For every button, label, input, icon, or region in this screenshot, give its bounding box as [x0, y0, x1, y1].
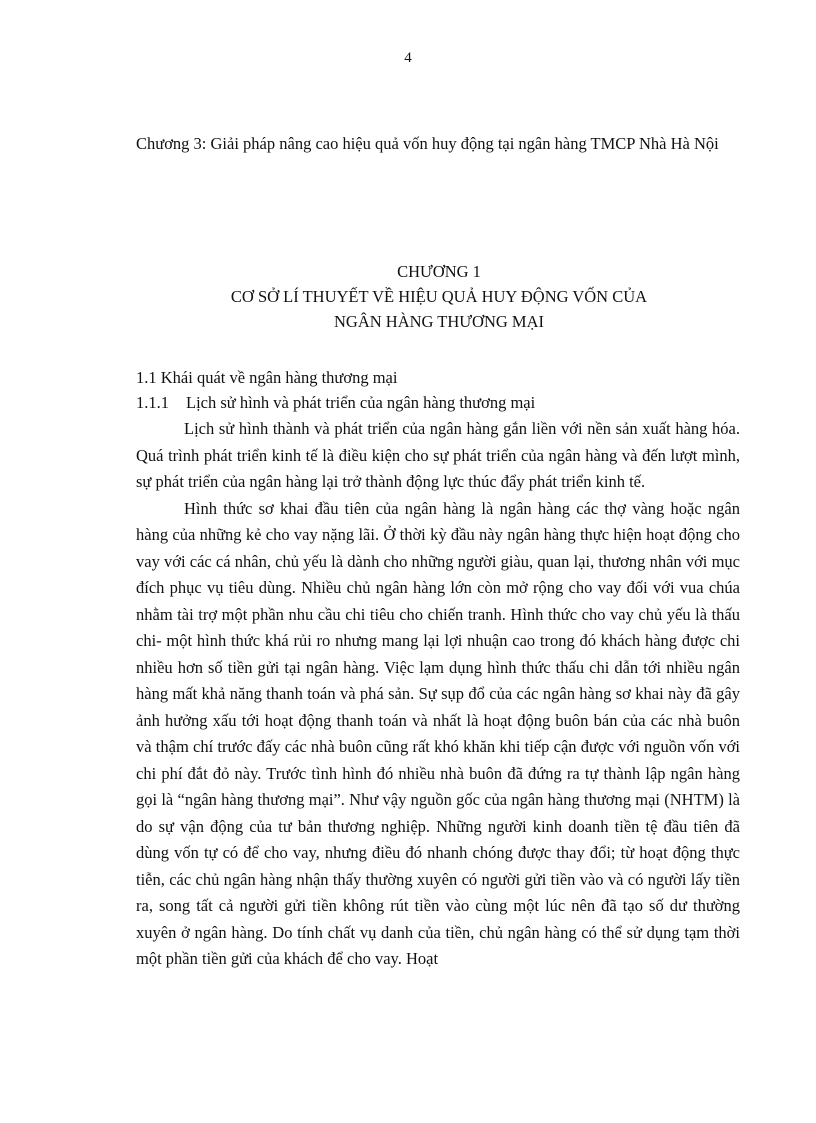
chapter-title-line-2: NGÂN HÀNG THƯƠNG MẠI: [333, 312, 545, 331]
paragraph: Lịch sử hình thành và phát triển của ngân hàng gắn liền với nền sản xuất hàng hóa. Quá trình phát triển kinh tế là điều kiện cho sự phát triển của ngân hàng và đến lượt mình, sự phát triển của ngân hàng lại trở thành động lực thúc đẩy phát triển kinh tế.: [136, 419, 740, 491]
section-title: 1.1 Khái quát về ngân hàng thương mại: [136, 368, 398, 387]
paragraph: Hình thức sơ khai đầu tiên của ngân hàng là ngân hàng các thợ vàng hoặc ngân hàng của những kẻ cho vay nặng lãi. Ở thời kỳ đầu này ngân hàng thực hiện hoạt động cho vay với các cá nhân, chủ yếu là dành cho những người giàu, quan lại, thương nhân với mục đích phục vụ tiêu dùng. Nhiều chủ ngân hàng lớn còn mở rộng cho vay đối với vua chúa nhằm tài trợ một phần nhu cầu chi tiêu cho chiến tranh. Hình thức cho vay chủ yếu là thấu chi- một hình thức khá rủi ro nhưng mang lại lợi nhuận cao trong đó khách hàng được chi nhiều hơn số tiền gửi tại ngân hàng. Việc lạm dụng hình thức thấu chi dẫn tới nhiều ngân hàng mất khả năng thanh toán và phá sản. Sự sụp đổ của các ngân hàng sơ khai này đã gây ảnh hưởng xấu tới hoạt động thanh toán và nhất là hoạt động buôn bán của các nhà buôn và thậm chí trước đấy các nhà buôn cũng rất khó khăn khi tiếp cận được với nguồn vốn với chi phí đắt đỏ này. Trước tình hình đó nhiều nhà buôn đã đứng ra tự thành lập ngân hàng gọi là “ngân hàng thương mại”. Như vậy nguồn gốc của ngân hàng thương mại (NHTM) là do sự vận động của tư bản thương nghiệp. Những người kinh doanh tiền tệ đầu tiên đã dùng vốn tự có để cho vay, nhưng điều đó nhanh chóng được thay đổi; từ hoạt động thực tiễn, các chủ ngân hàng nhận thấy thường xuyên có người gửi tiền vào và có người lấy tiền ra, song tất cả người gửi tiền không rút tiền vào cùng một lúc nên đã tạo số dư thường xuyên ở ngân hàng. Do tính chất vụ danh của tiền, chủ ngân hàng có thể sử dụng tạm thời một phần tiền gửi của khách để cho vay. Hoạt: [136, 498, 740, 968]
chapter-title-line-1: CƠ SỞ LÍ THUYẾT VỀ HIỆU QUẢ HUY ĐỘNG VỐN CỦA: [230, 287, 648, 306]
page-number: 4: [404, 50, 412, 66]
chapter-label: CHƯƠNG 1: [397, 262, 481, 281]
subsection-heading: [136, 390, 742, 416]
preface-line: Chương 3: Giải pháp nâng cao hiệu quả vốn huy động tại ngân hàng TMCP Nhà Hà Nội: [136, 134, 719, 153]
subsection-title: Lịch sử hình và phát triển của ngân hàng thương mại: [186, 393, 536, 412]
chapter-heading: [136, 259, 742, 334]
subsection-number: 1.1.1: [136, 393, 169, 412]
body-text: [136, 416, 740, 973]
